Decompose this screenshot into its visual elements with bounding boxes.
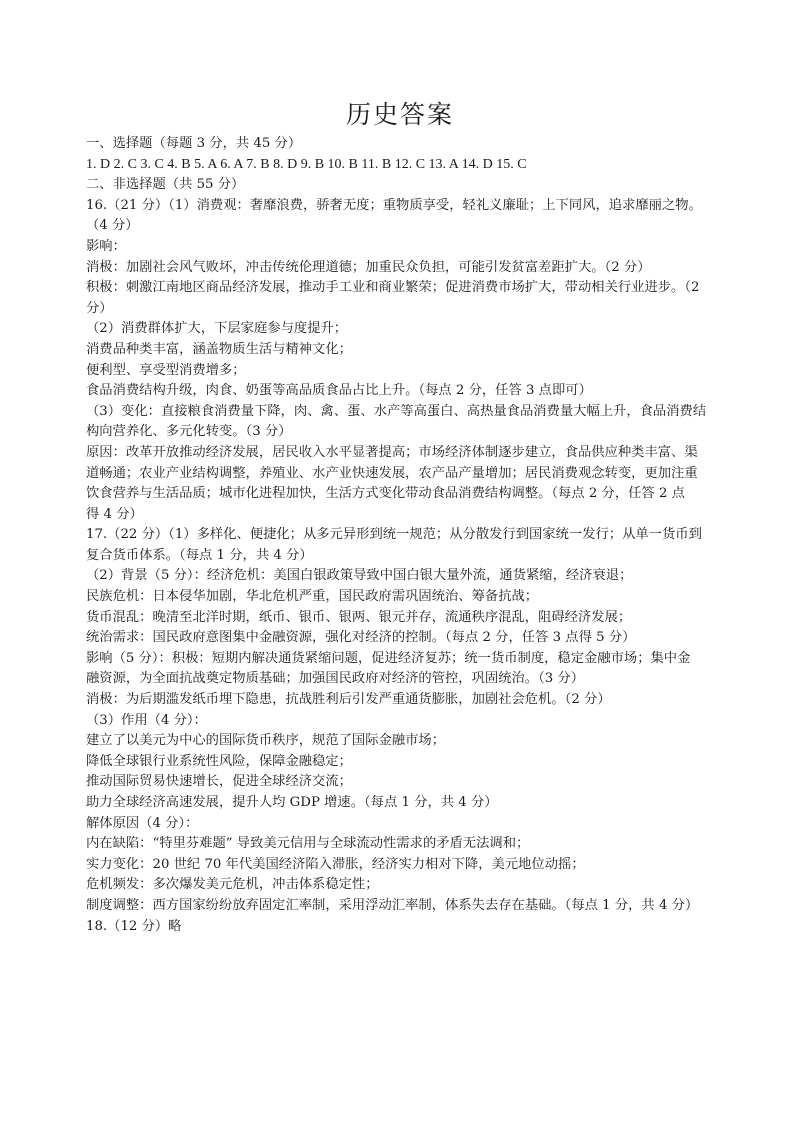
q17-line: 民族危机：日本侵华加剧，华北危机严重，国民政府需巩固统治、筹备抗战；	[86, 589, 539, 605]
q16-line: 便利型、享受型消费增多；	[86, 362, 246, 378]
choice-answers: 1. D 2. C 3. C 4. B 5. A 6. A 7. B 8. D 9. B 10. B 11. B 12. C 13. A 14. D 15. C	[86, 156, 527, 172]
q16-line: （3）变化：直接粮食消费量下降，肉、禽、蛋、水产等高蛋白、高热量食品消费量大幅上升，食品消费结	[86, 403, 707, 419]
document-title: 历史答案	[345, 100, 454, 129]
q17-line: 货币混乱：晚清至北洋时期，纸币、银币、银两、银元并存，流通秩序混乱，阻碍经济发展；	[86, 609, 632, 625]
q16-line: 道畅通；农业产业结构调整，养殖业、水产业快速发展，农产品产量增加；居民消费观念转变，更加注重	[86, 465, 698, 481]
q16-line: 积极：刺激江南地区商品经济发展，推动手工业和商业繁荣；促进消费市场扩大，带动相关行业进步。（2	[86, 280, 700, 296]
q17-line: 消极：为后期滥发纸币埋下隐患，抗战胜利后引发严重通货膨胀，加剧社会危机。（2 分）	[86, 692, 611, 708]
q17-line: （2）背景（5 分）：经济危机：美国白银政策导致中国白银大量外流，通货紧缩，经济衰退；	[86, 568, 633, 584]
q17-line: 危机频发：多次爆发美元危机，冲击体系稳定性；	[86, 877, 379, 893]
q17-line: 制度调整：西方国家纷纷放弃固定汇率制，采用浮动汇率制，体系失去存在基础。（每点 1 分，共 4 分）	[86, 897, 699, 913]
q17-line: （3）作用（4 分）：	[86, 712, 207, 728]
q17-line: 影响（5 分）：积极：短期内解决通货紧缩问题，促进经济复苏；统一货币制度，稳定金融市场；集中金	[86, 650, 691, 666]
q16-line: 16.（21 分）（1）消费观：奢靡浪费，骄奢无度；重物质享受，轻礼义廉耻；上下同风，追求靡丽之物。	[86, 197, 702, 213]
q17-line: 融资源，为全面抗战奠定物质基础；加强国民政府对经济的管控，巩固统治。（3 分）	[86, 671, 585, 687]
q16-line: （4 分）	[86, 218, 139, 234]
answer-body	[86, 134, 726, 937]
q17-line: 建立了以美元为中心的国际货币秩序，规范了国际金融市场；	[86, 733, 446, 749]
q17-line: 助力全球经济高速发展，提升人均 GDP 增速。（每点 1 分，共 4 分）	[86, 795, 498, 810]
q16-line: 分）	[86, 300, 113, 316]
q16-line: 原因：改革开放推动经济发展，居民收入水平显著提高；市场经济体制逐步建立，食品供应种类丰富、渠	[86, 444, 698, 460]
section-heading-choice: 一、选择题（每题 3 分，共 45 分）	[86, 136, 302, 151]
q16-line: 得 4 分）	[86, 506, 143, 522]
q17-line: 内在缺陷：“特里芬难题” 导致美元信用与全球流动性需求的矛盾无法调和；	[86, 836, 530, 852]
q17-line: 统治需求：国民政府意图集中金融资源，强化对经济的控制。（每点 2 分，任答 3 点得 5 分）	[86, 630, 636, 646]
q16-line: 消费品种类丰富，涵盖物质生活与精神文化；	[86, 341, 352, 357]
q17-line: 17.（22 分）（1）多样化、便捷化；从多元异形到统一规范；从分散发行到国家统一发行；从单一货币到	[86, 527, 702, 543]
q17-line: 降低全球银行业系统性风险，保障金融稳定；	[86, 753, 352, 769]
q17-line: 推动国际贸易快速增长，促进全球经济交流；	[86, 774, 352, 790]
q17-line: 复合货币体系。（每点 1 分，共 4 分）	[86, 547, 313, 563]
q17-line: 解体原因（4 分）：	[86, 815, 199, 831]
q16-line: 构向营养化、多元化转变。（3 分）	[86, 424, 292, 440]
q16-line: （2）消费群体扩大，下层家庭参与度提升；	[86, 321, 348, 337]
section-heading-non-choice: 二、非选择题（共 55 分）	[86, 177, 245, 193]
q16-line: 食品消费结构升级，肉食、奶蛋等高品质食品占比上升。（每点 2 分，任答 3 点即可）	[86, 383, 592, 399]
q16-line: 饮食营养与生活品质；城市化进程加快，生活方式变化带动食品消费结构调整。（每点 2 分，任答 2 点	[86, 486, 685, 502]
q16-line: 影响：	[86, 238, 126, 254]
q16-line: 消极：加剧社会风气败坏，冲击传统伦理道德；加重民众负担，可能引发贫富差距扩大。（2 分）	[86, 259, 651, 275]
q17-line: 实力变化：20 世纪 70 年代美国经济陷入滞胀，经济实力相对下降，美元地位动摇；	[86, 856, 585, 872]
q18-line: 18.（12 分）略	[86, 918, 182, 934]
